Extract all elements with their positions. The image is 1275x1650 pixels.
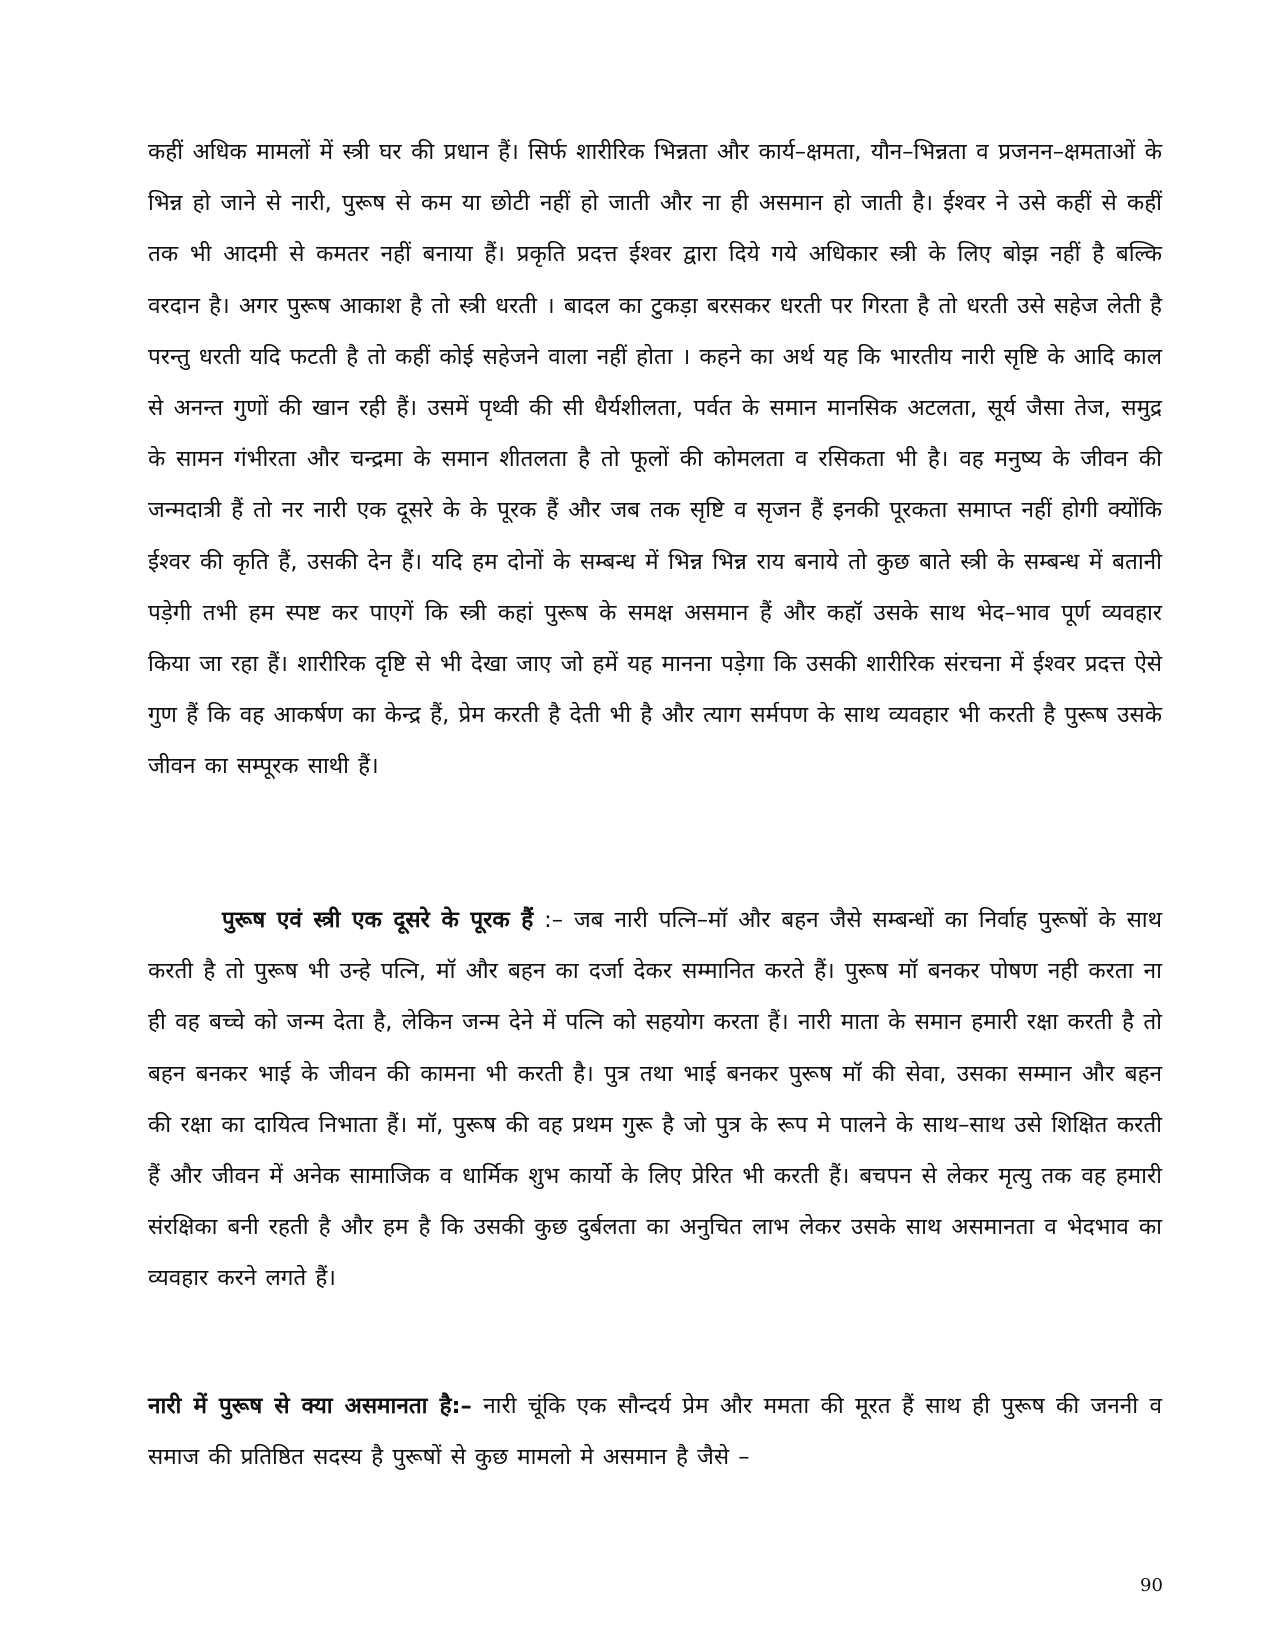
paragraph-complementary-body: :– जब नारी पत्नि–मॉ और बहन जैसे सम्बन्धों का निर्वाह पुरूषों के साथ करती है तो पुरूष भी उन्हे पत्नि, मॉ और बहन का दर्जा देकर सम्मानित करते हैं। पुरूष मॉ बनकर पोषण नही करता ना ही वह बच्चे को जन्म देता है, लेकिन जन्म देने में पत्नि को सहयोग करता हैं। नारी माता के समान हमारी रक्षा करती है तो बहन बनकर भाई के जीवन की कामना भी करती है। पुत्र तथा भाई बनकर पुरूष मॉ की सेवा, उसका सम्मान और बहन की रक्षा का दायित्व निभाता हैं। मॉ, पुरूष की वह प्रथम गुरू है जो पुत्र के रूप मे पालने के साथ–साथ उसे शिक्षित करती हैं और जीवन में अनेक सामाजिक व धार्मिक शुभ कार्यो के लिए प्रेरित भी करती हैं। बचपन से लेकर मृत्यु तक वह हमारी संरक्षिका बनी रहती है और हम है कि उसकी कुछ दुर्बलता का अनुचित लाभ लेकर उसके साथ असमानता व भेदभाव का व्यवहार करने लगते हैं। <box>148 907 1162 1292</box>
paragraph-intro: कहीं अधिक मामलों में स्त्री घर की प्रधान हैं। सिर्फ शारीरिक भिन्नता और कार्य–क्षमता, यौन–भिन्नता व प्रजनन–क्षमताओं के भिन्न हो जाने से नारी, पुरूष से कम या छोटी नहीं हो जाती और ना ही असमान हो जाती है। ईश्वर ने उसे कहीं से कहीं तक भी आदमी से कमतर नहीं बनाया हैं। प्रकृति प्रदत्त ईश्वर द्वारा दिये गये अधिकार स्त्री के लिए बोझ नहीं है बल्कि वरदान है। अगर पुरूष आकाश है तो स्त्री धरती । बादल का टुकड़ा बरसकर धरती पर गिरता है तो धरती उसे सहेज लेती है परन्तु धरती यदि फटती है तो कहीं कोई सहेजने वाला नहीं होता । कहने का अर्थ यह कि भारतीय नारी सृष्टि के आदि काल से अनन्त गुणों की खान रही हैं। उसमें पृथ्वी की सी धैर्यशीलता, पर्वत के समान मानसिक अटलता, सूर्य जैसा तेज, समुद्र के सामन गंभीरता और चन्द्रमा के समान शीतलता है तो फूलों की कोमलता व रसिकता भी है। वह मनुष्य के जीवन की जन्मदात्री हैं तो नर नारी एक दूसरे के के पूरक हैं और जब तक सृष्टि व सृजन हैं इनकी पूरकता समाप्त नहीं होगी क्योंकि ईश्वर की कृति हैं, उसकी देन हैं। यदि हम दोनों के सम्बन्ध में भिन्न भिन्न राय बनाये तो कुछ बाते स्त्री के सम्बन्ध में बतानी पड़ेगी तभी हम स्पष्ट कर पाएगें कि स्त्री कहां पुरूष के समक्ष असमान हैं और कहॉ उसके साथ भेद–भाव पूर्ण व्यवहार किया जा रहा हैं। शारीरिक दृष्टि से भी देखा जाए जो हमें यह मानना पड़ेगा कि उसकी शारीरिक संरचना में ईश्वर प्रदत्त ऐसे गुण हैं कि वह आकर्षण का केन्द्र हैं, प्रेम करती है देती भी है और त्याग सर्मपण के साथ व्यवहार भी करती है पुरूष उसके जीवन का सम्पूरक साथी हैं। <box>148 139 1162 780</box>
paragraph-inequality <box>148 1381 1162 1483</box>
paragraph-complementary <box>148 895 1162 1305</box>
section-heading-inequality: नारी में पुरूष से क्या असमानता है:– <box>148 1393 472 1419</box>
paragraph-inequality-body: नारी चूंकि एक सौन्दर्य प्रेम और ममता की मूरत हैं साथ ही पुरूष की जननी व समाज की प्रतिष्ठित सदस्य है पुरूषों से कुछ मामलो मे असमान है जैसे – <box>148 1393 1162 1471</box>
page-number: 90 <box>1140 1575 1163 1596</box>
section-heading-complementary: पुरूष एवं स्त्री एक दूसरे के पूरक हैं <box>222 907 534 933</box>
